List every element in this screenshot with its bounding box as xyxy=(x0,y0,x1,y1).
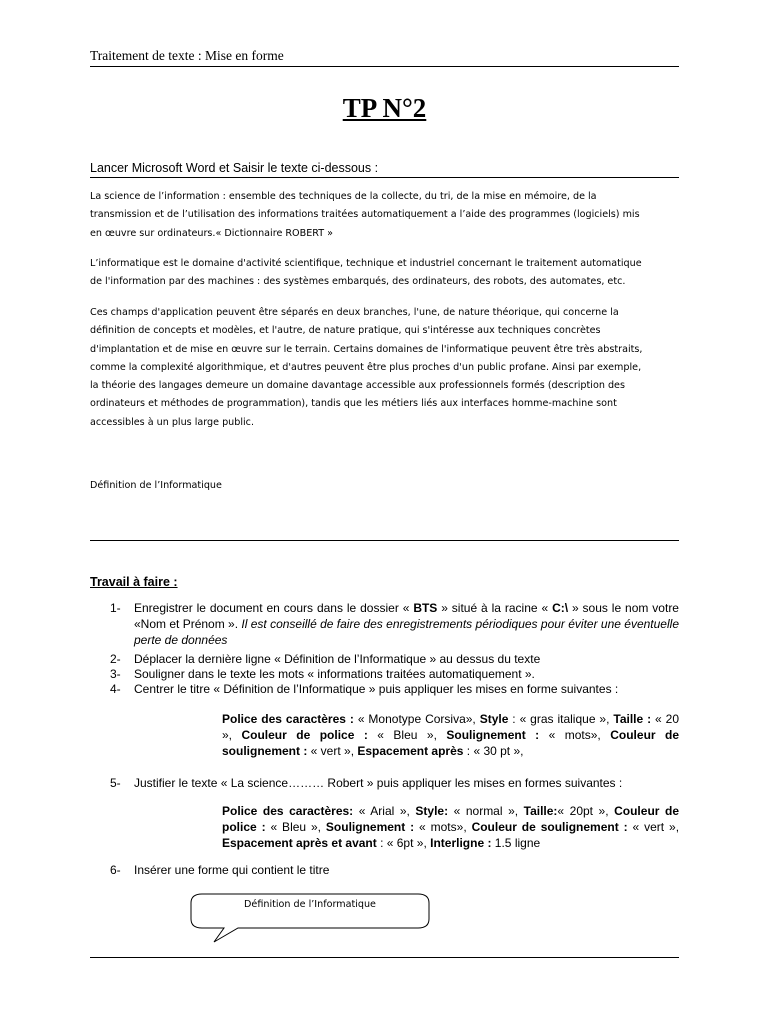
callout-text: Définition de l’Informatique xyxy=(244,899,376,910)
format-spec-5: Police des caractères: « Arial », Style: « normal », Taille:« 20pt », Couleur de police : « Bleu », Soulignement : « mots», Couleur de soulignement : « vert », Espacement après et avant : « 6pt », Interligne : 1.5 ligne xyxy=(222,804,680,850)
item-number: 3- xyxy=(110,667,121,681)
item-number: 6- xyxy=(110,863,121,877)
folder-name: BTS xyxy=(413,601,438,615)
item-text: Insérer une forme qui contient le titre xyxy=(134,863,330,877)
definition-line: Définition de l’Informatique xyxy=(90,480,222,491)
item-number: 5- xyxy=(110,776,121,790)
item-text: Enregistrer le document en cours dans le dossier « BTS » situé à la racine « C:\ » sous le nom votre «Nom et Prénom ». Il est conseillé de faire des enregistrements périodiques pour éviter une éventuelle perte de données xyxy=(134,601,679,647)
item-number: 1- xyxy=(110,601,121,615)
save-advice: Il est conseillé de faire des enregistrements périodiques pour éviter une éventuelle perte de données xyxy=(134,616,679,647)
work-item-6 xyxy=(110,863,679,879)
work-item-3 xyxy=(110,667,679,683)
instruction-rule xyxy=(90,177,679,178)
speech-callout-shape xyxy=(190,893,430,943)
paragraph-science: La science de l’information : ensemble des techniques de la collecte, du tri, de la mise en mémoire, de la transmission et de l’utilisation des informations traitées automatiquement a l’aide des programmes (logiciels) mis en œuvre sur ordinateurs.« Dictionnaire ROBERT » xyxy=(90,191,640,239)
item-number: 2- xyxy=(110,652,121,666)
document-title: TP N°2 xyxy=(342,93,427,123)
paragraph-champs: Ces champs d'application peuvent être séparés en deux branches, l'une, de nature théorique, qui concerne la définition de concepts et modèles, et l'autre, de nature pratique, qui s'intéresse aux techniques concrètes d'implantation et de mise en œuvre sur le terrain. Certains domaines de l'informatique peuvent être très abstraits, comme la complexité algorithmique, et d'autres peuvent être plus proches d'un public profane. Ainsi par exemple, la théorie des langages demeure un domaine davantage accessible aux professionnels formés (description des ordinateurs et méthodes de programmation), tandis que les métiers liés aux interfaces homme-machine sont accessibles à un plus large public. xyxy=(90,307,643,428)
footer-rule xyxy=(90,957,679,958)
page-header: Traitement de texte : Mise en forme xyxy=(90,48,284,63)
item-text: Souligner dans le texte les mots « informations traitées automatiquement ». xyxy=(134,667,535,681)
work-item-2 xyxy=(110,652,679,668)
item-text: Centrer le titre « Définition de l’Informatique » puis appliquer les mises en forme suivantes : xyxy=(134,682,619,696)
section-rule xyxy=(90,540,679,541)
work-item-5 xyxy=(110,776,679,792)
item-text: Déplacer la dernière ligne « Définition de l’Informatique » au dessus du texte xyxy=(134,652,541,666)
header-rule xyxy=(90,66,679,67)
work-title: Travail à faire : xyxy=(90,575,178,589)
work-item-4 xyxy=(110,682,679,698)
item-text: Justifier le texte « La science……… Robert » puis appliquer les mises en formes suivantes : xyxy=(134,776,623,790)
instruction-text: Lancer Microsoft Word et Saisir le texte ci-dessous : xyxy=(90,161,379,175)
paragraph-informatique: L’informatique est le domaine d'activité scientifique, technique et industriel concernant le traitement automatique de l'information par des machines : des systèmes embarqués, des ordinateurs, des robots, des automates, etc. xyxy=(90,258,642,288)
item-number: 4- xyxy=(110,682,121,696)
format-spec-4: Police des caractères : « Monotype Corsiva», Style : « gras italique », Taille : « 20 », Couleur de police : « Bleu », Soulignement : « mots», Couleur de soulignement : « vert », Espacement après : « 30 pt », xyxy=(222,712,680,758)
work-item-1 xyxy=(110,601,679,649)
drive-root: C:\ xyxy=(552,601,569,615)
